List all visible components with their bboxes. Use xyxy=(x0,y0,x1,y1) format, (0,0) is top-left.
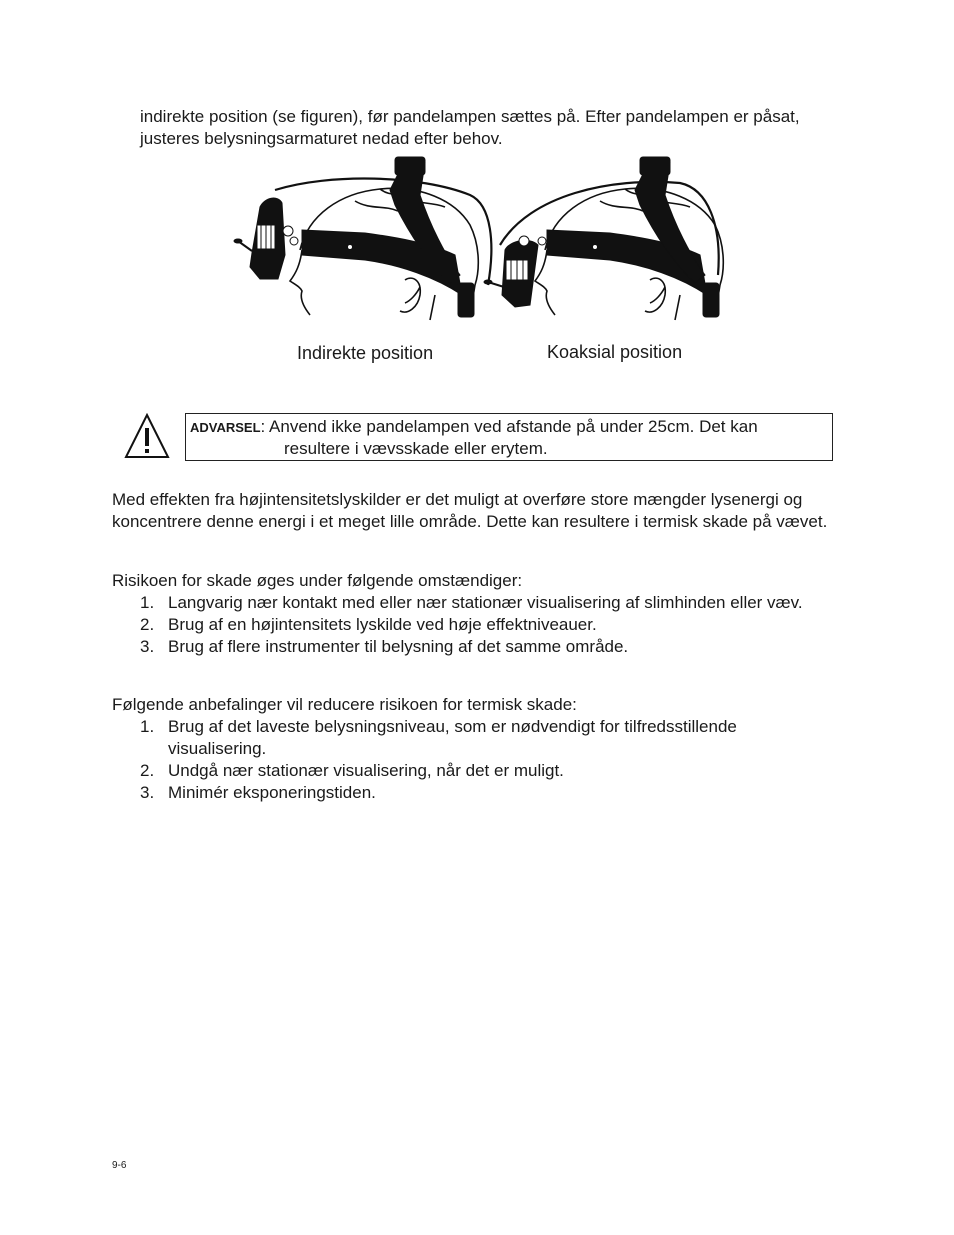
lamp-coaxial xyxy=(484,236,546,307)
list-text: Brug af det laveste belysningsniveau, som er nødvendigt for tilfredsstillende visualisering. xyxy=(168,717,737,758)
page-number: 9-6 xyxy=(112,1160,127,1171)
list-text: Minimér eksponeringstiden. xyxy=(168,783,376,802)
paragraph-energy: Med effekten fra højintensitetslyskilder er det muligt at overføre store mængder lysenergi og koncentrere denne energi i et meget lille område. Dette kan resultere i termisk skade på vævet. xyxy=(112,490,828,531)
list-number: 2. xyxy=(140,761,155,780)
caption-coaxial: Koaksial position xyxy=(547,342,683,362)
headlamp-illustration xyxy=(230,155,730,330)
list-number: 3. xyxy=(140,783,155,802)
list-number: 1. xyxy=(140,593,155,612)
warning-box xyxy=(185,413,833,461)
risk-heading: Risikoen for skade øges under følgende omstændiger: xyxy=(112,571,523,590)
list-text: Undgå nær stationær visualisering, når det er muligt. xyxy=(168,761,564,780)
list-item xyxy=(112,636,832,658)
warning-line2: resultere i vævsskade eller erytem. xyxy=(284,439,548,458)
list-number: 1. xyxy=(140,717,155,736)
list-item xyxy=(112,592,832,614)
lamp-indirect xyxy=(234,198,298,279)
list-text: Brug af en højintensitets lyskilde ved høje effektniveauer. xyxy=(168,615,597,634)
warning-label: ADVARSEL xyxy=(190,420,261,435)
caption-indirect: Indirekte position xyxy=(297,343,434,363)
recommendation-heading: Følgende anbefalinger vil reducere risikoen for termisk skade: xyxy=(112,695,577,714)
recommendation-list xyxy=(112,716,832,804)
warning-line1: : Anvend ikke pandelampen ved afstande på under 25cm. Det kan xyxy=(260,417,758,436)
list-item xyxy=(112,782,832,804)
headband-coaxial xyxy=(547,157,719,317)
list-number: 2. xyxy=(140,615,155,634)
warning-text xyxy=(190,416,826,459)
list-item xyxy=(112,614,832,636)
intro-paragraph: indirekte position (se figuren), før pandelampen sættes på. Efter pandelampen er påsat, justeres belysningsarmaturet nedad efter behov. xyxy=(140,107,800,148)
list-number: 3. xyxy=(140,637,155,656)
risk-list xyxy=(112,592,832,658)
list-item xyxy=(112,716,832,760)
warning-icon xyxy=(124,413,170,459)
recommendation-section xyxy=(112,694,832,804)
list-item xyxy=(112,760,832,782)
list-text: Langvarig nær kontakt med eller nær stationær visualisering af slimhinden eller væv. xyxy=(168,593,803,612)
list-text: Brug af flere instrumenter til belysning af det samme område. xyxy=(168,637,629,656)
risk-section xyxy=(112,570,832,658)
